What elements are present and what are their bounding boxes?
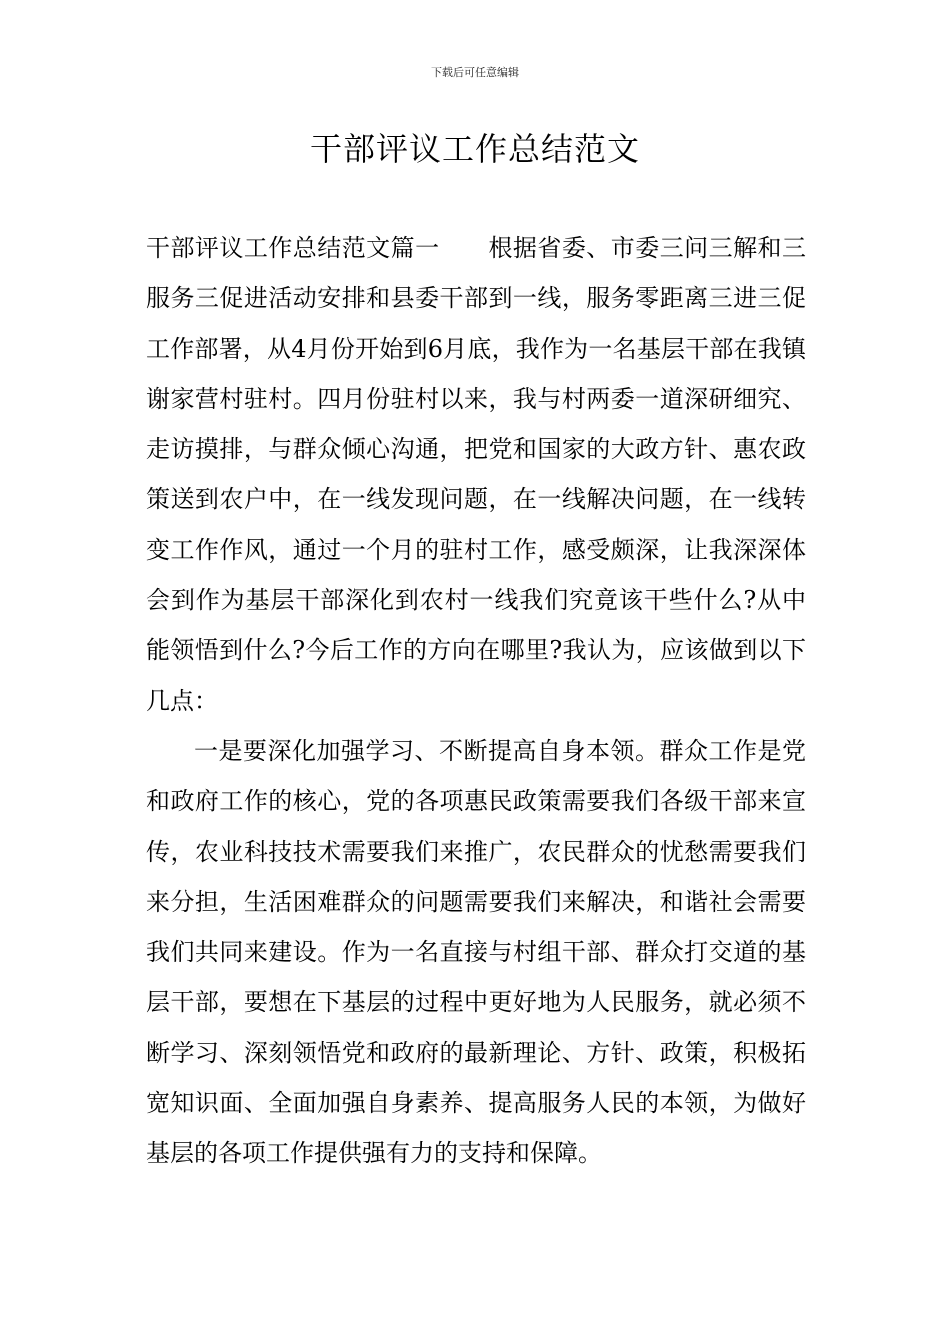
- header-note: 下载后可任意编辑: [431, 66, 519, 79]
- paragraph-2: 一是要深化加强学习、不断提高自身本领。群众工作是党和政府工作的核心，党的各项惠民政策需要我们各级干部来宣传，农业科技技术需要我们来推广，农民群众的忧愁需要我们来分担，生活困难群众的问题需要我们来解决，和谐社会需要我们共同来建设。作为一名直接与村组干部、群众打交道的基层干部，要想在下基层的过程中更好地为人民服务，就必须不断学习、深刻领悟党和政府的最新理论、方针、政策，积极拓宽知识面、全面加强自身素养、提高服务人民的本领，为做好基层的各项工作提供强有力的支持和保障。: [146, 736, 806, 1168]
- document-title: 干部评议工作总结范文: [309, 130, 640, 168]
- paragraph-1: 干部评议工作总结范文篇一 根据省委、市委三问三解和三服务三促进活动安排和县委干部到一线，服务零距离三进三促工作部署，从4月份开始到6月底，我作为一名基层干部在我镇谢家营村驻村。四月份驻村以来，我与村两委一道深研细究、走访摸排，与群众倾心沟通，把党和国家的大政方针、惠农政策送到农户中，在一线发现问题，在一线解决问题，在一线转变工作作风，通过一个月的驻村工作，感受颇深，让我深深体会到作为基层干部深化到农村一线我们究竟该干些什么?从中能领悟到什么?今后工作的方向在哪里?我认为，应该做到以下几点：: [146, 234, 806, 715]
- document-body: [146, 223, 806, 1179]
